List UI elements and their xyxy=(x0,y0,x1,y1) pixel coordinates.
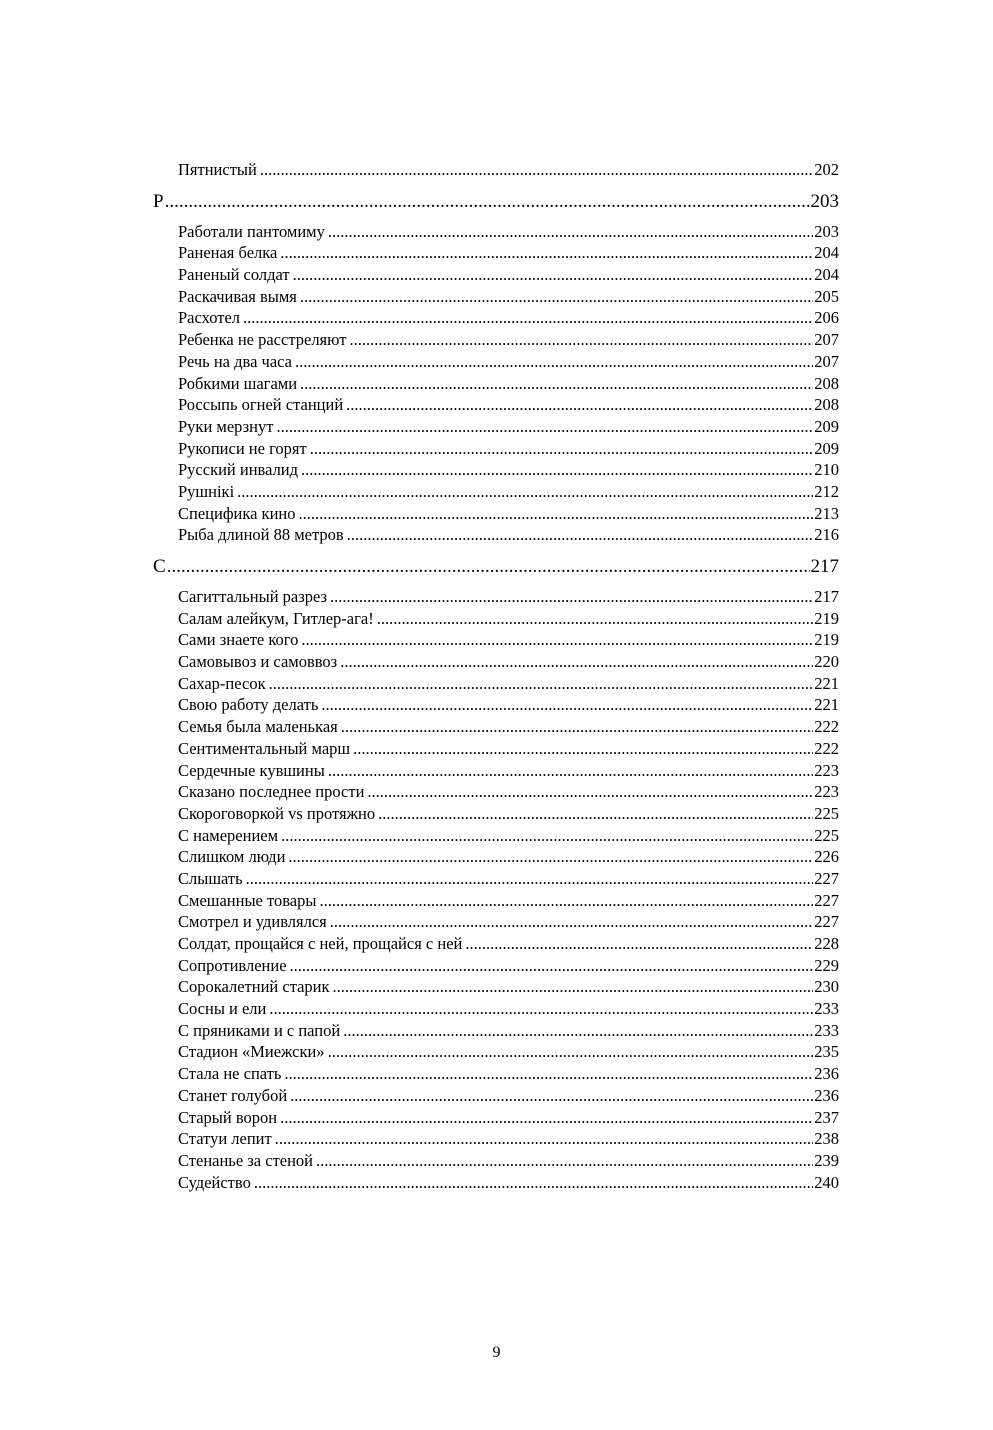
dot-leader xyxy=(275,1128,814,1150)
toc-entry-title: Слишком люди xyxy=(178,847,286,867)
toc-entry-title: Смотрел и удивлялся xyxy=(178,912,327,932)
lead-entries xyxy=(153,159,839,181)
toc-entry-page: 238 xyxy=(814,1129,839,1149)
toc-entry-title: Свою работу делать xyxy=(178,695,319,715)
dot-leader xyxy=(330,911,813,933)
dot-leader xyxy=(295,351,813,373)
dot-leader xyxy=(328,760,813,782)
dot-leader xyxy=(378,803,813,825)
toc-entry[interactable] xyxy=(153,221,839,243)
dot-leader xyxy=(343,1020,813,1042)
toc-entry[interactable] xyxy=(153,1020,839,1042)
toc-section-heading[interactable] xyxy=(153,554,839,580)
dot-leader xyxy=(321,694,813,716)
dot-leader xyxy=(301,629,813,651)
toc-entry[interactable] xyxy=(153,416,839,438)
toc-entry-title: Станет голубой xyxy=(178,1085,288,1105)
toc-entry-title: Россыпь огней станций xyxy=(178,395,344,415)
toc-entry-title: Русский инвалид xyxy=(178,460,299,480)
toc-section-heading-title: Р xyxy=(153,190,164,212)
toc-entry-page: 221 xyxy=(814,673,839,693)
toc-entry[interactable] xyxy=(153,586,839,608)
toc-entry[interactable] xyxy=(153,933,839,955)
toc-entry[interactable] xyxy=(153,329,839,351)
toc-sections xyxy=(153,189,839,1194)
toc-entry-page: 216 xyxy=(814,525,839,545)
toc-entry-title: Сахар-песок xyxy=(178,673,266,693)
toc-entry-page: 236 xyxy=(814,1085,839,1105)
dot-leader xyxy=(288,846,813,868)
dot-leader xyxy=(346,394,813,416)
toc-entry-title: Раненая белка xyxy=(178,243,278,263)
toc-entry-page: 221 xyxy=(814,695,839,715)
toc-entry[interactable] xyxy=(153,911,839,933)
toc-entry-title: Семья была маленькая xyxy=(178,717,338,737)
page-number: 9 xyxy=(492,1344,501,1361)
toc-section xyxy=(153,189,839,546)
toc-entry-page: 240 xyxy=(814,1172,839,1192)
dot-leader xyxy=(328,1041,814,1063)
toc-entry-page: 204 xyxy=(814,243,839,263)
toc-entry[interactable] xyxy=(153,1085,839,1107)
toc-entry-page: 235 xyxy=(814,1042,839,1062)
toc-entry-title: Сердечные кувшины xyxy=(178,760,325,780)
toc-entry-page: 203 xyxy=(814,221,839,241)
dot-leader xyxy=(316,1150,813,1172)
dot-leader xyxy=(243,307,813,329)
dot-leader xyxy=(237,481,813,503)
toc-entry[interactable] xyxy=(153,481,839,503)
dot-leader xyxy=(328,221,813,243)
toc-entry[interactable] xyxy=(153,1172,839,1194)
toc-entry[interactable] xyxy=(153,373,839,395)
dot-leader xyxy=(300,373,813,395)
dot-leader xyxy=(290,1085,813,1107)
toc-entry-page: 223 xyxy=(814,760,839,780)
toc-entry-page: 202 xyxy=(814,160,839,179)
toc-entry[interactable] xyxy=(153,955,839,977)
toc-entry-title: Сорокалетний старик xyxy=(178,977,330,997)
dot-leader xyxy=(367,781,813,803)
toc-entry-page: 228 xyxy=(814,934,839,953)
dot-leader xyxy=(290,955,814,977)
dot-leader xyxy=(347,524,814,546)
toc-entry-title: Смешанные товары xyxy=(178,890,317,910)
toc-entry-title: Слышать xyxy=(178,868,243,888)
toc-entry-page: 205 xyxy=(814,286,839,306)
dot-leader xyxy=(254,1172,813,1194)
toc-section-heading-page: 217 xyxy=(810,556,839,577)
toc-entry-title: Сагиттальный разрез xyxy=(178,587,328,606)
toc-entry-title: Скороговоркой vs протяжно xyxy=(178,803,376,823)
toc-entry-title: Стадион «Миежски» xyxy=(178,1042,325,1062)
toc-entry-page: 233 xyxy=(814,999,839,1019)
toc-entry-title: Сопротивление xyxy=(178,955,287,975)
toc-entry[interactable] xyxy=(153,608,839,630)
toc-entry[interactable] xyxy=(153,459,839,481)
toc-entry-title: С пряниками и с папой xyxy=(178,1020,341,1040)
toc-entry[interactable] xyxy=(153,716,839,738)
dot-leader xyxy=(349,329,813,351)
toc-entry[interactable] xyxy=(153,760,839,782)
toc-entry[interactable] xyxy=(153,890,839,912)
toc-entry-title: Рушнікі xyxy=(178,481,235,501)
toc-entry-page: 233 xyxy=(814,1020,839,1040)
toc-entry-title: Речь на два часа xyxy=(178,351,292,371)
dot-leader xyxy=(165,189,810,215)
dot-leader xyxy=(300,286,813,308)
toc-section-heading[interactable] xyxy=(153,189,839,215)
toc-entry[interactable] xyxy=(153,1128,839,1150)
toc-entry-title: Раскачивая вымя xyxy=(178,286,297,306)
toc-entry-page: 209 xyxy=(814,416,839,436)
toc-entry-title: Специфика кино xyxy=(178,503,296,523)
toc-entry-title: Сосны и ели xyxy=(178,999,267,1019)
dot-leader xyxy=(310,438,814,460)
toc-entry[interactable] xyxy=(153,1150,839,1172)
dot-leader xyxy=(280,242,813,264)
toc-entry-title: Судейство xyxy=(178,1172,251,1192)
toc-entry[interactable] xyxy=(153,846,839,868)
toc-entry-title: Стала не спать xyxy=(178,1064,282,1084)
toc-entry-title: Робкими шагами xyxy=(178,373,298,393)
toc-entry-page: 208 xyxy=(814,373,839,393)
toc-entry-page: 227 xyxy=(814,912,839,932)
toc-entry-title: Пятнистый xyxy=(178,160,257,179)
toc-entry-title: Сами знаете кого xyxy=(178,630,299,650)
toc-entry-title: Стенанье за стеной xyxy=(178,1150,314,1170)
toc-entry-title: Рыба длиной 88 метров xyxy=(178,525,344,545)
toc-entry[interactable] xyxy=(153,781,839,803)
toc-entry-page: 220 xyxy=(814,652,839,672)
dot-leader xyxy=(293,264,814,286)
toc-entry[interactable] xyxy=(153,307,839,329)
toc-entry[interactable] xyxy=(153,394,839,416)
dot-leader xyxy=(260,159,813,181)
toc-entry[interactable] xyxy=(153,351,839,373)
toc-entry-page: 229 xyxy=(814,955,839,975)
toc-entry[interactable] xyxy=(153,242,839,264)
toc-entry[interactable] xyxy=(153,738,839,760)
toc-entry[interactable] xyxy=(153,998,839,1020)
toc-entry-title: Расхотел xyxy=(178,308,241,328)
toc-entry-page: 223 xyxy=(814,782,839,802)
toc-entry[interactable] xyxy=(153,673,839,695)
toc-entry[interactable] xyxy=(153,286,839,308)
dot-leader xyxy=(319,890,813,912)
dot-leader xyxy=(284,1063,813,1085)
dot-leader xyxy=(269,673,814,695)
toc-entry[interactable] xyxy=(153,803,839,825)
toc-entry-title: Сказано последнее прости xyxy=(178,782,365,802)
toc-entry-title: С намерением xyxy=(178,825,279,845)
toc-entry[interactable] xyxy=(153,694,839,716)
toc-entry-page: 208 xyxy=(814,395,839,415)
toc-entry-page: 237 xyxy=(814,1107,839,1127)
dot-leader xyxy=(269,998,813,1020)
toc-entry-page: 207 xyxy=(814,351,839,371)
toc-entry-page: 217 xyxy=(814,587,839,606)
dot-leader xyxy=(281,825,813,847)
toc-entry-title: Рукописи не горят xyxy=(178,438,307,458)
dot-leader xyxy=(246,868,814,890)
toc-entry-title: Работали пантомиму xyxy=(178,221,325,241)
toc-entry-page: 236 xyxy=(814,1064,839,1084)
toc-entry[interactable] xyxy=(153,629,839,651)
dot-leader xyxy=(333,976,814,998)
toc-section-heading-page: 203 xyxy=(810,190,839,212)
dot-leader xyxy=(353,738,813,760)
toc-entry-page: 219 xyxy=(814,630,839,650)
toc-entry-page: 209 xyxy=(814,438,839,458)
toc-entry-page: 213 xyxy=(814,503,839,523)
dot-leader xyxy=(276,416,813,438)
toc-entry-page: 222 xyxy=(814,738,839,758)
toc-entry-title: Старый ворон xyxy=(178,1107,278,1127)
toc-entry[interactable] xyxy=(153,868,839,890)
toc-entry-page: 222 xyxy=(814,717,839,737)
dot-leader xyxy=(301,459,813,481)
toc-entry-page: 227 xyxy=(814,890,839,910)
toc-entry-page: 226 xyxy=(814,847,839,867)
toc-entry-page: 225 xyxy=(814,825,839,845)
dot-leader xyxy=(280,1107,813,1129)
toc-entry-page: 219 xyxy=(814,608,839,628)
toc-entry-title: Руки мерзнут xyxy=(178,416,274,436)
toc-entry-title: Ребенка не расстреляют xyxy=(178,330,347,350)
toc-entry-page: 210 xyxy=(814,460,839,480)
toc-entry[interactable] xyxy=(153,524,839,546)
toc-entry-title: Салам алейкум, Гитлер-ага! xyxy=(178,608,374,628)
toc-section xyxy=(153,554,839,1193)
toc-entry-title: Раненый солдат xyxy=(178,265,290,285)
table-of-contents xyxy=(153,159,839,1193)
toc-entry-title: Статуи лепит xyxy=(178,1129,272,1149)
toc-entry[interactable] xyxy=(153,825,839,847)
toc-entry-page: 207 xyxy=(814,330,839,350)
dot-leader xyxy=(298,503,813,525)
toc-entry-page: 204 xyxy=(814,265,839,285)
toc-entry-page: 227 xyxy=(814,868,839,888)
toc-entry-title: Сентиментальный марш xyxy=(178,738,351,758)
toc-entry[interactable] xyxy=(153,503,839,525)
dot-leader xyxy=(167,554,810,580)
dot-leader xyxy=(340,651,813,673)
toc-entry[interactable] xyxy=(153,1107,839,1129)
toc-entry-page: 212 xyxy=(814,481,839,501)
toc-entry-title: Солдат, прощайся с ней, прощайся с ней xyxy=(178,934,463,953)
toc-entry[interactable] xyxy=(153,976,839,998)
toc-entry[interactable] xyxy=(153,651,839,673)
toc-entry-page: 230 xyxy=(814,977,839,997)
toc-entry[interactable] xyxy=(153,159,839,181)
dot-leader xyxy=(465,933,813,955)
toc-entry-title: Самовывоз и самоввоз xyxy=(178,652,338,672)
toc-entry-page: 239 xyxy=(814,1150,839,1170)
dot-leader xyxy=(330,586,813,608)
toc-entry-page: 225 xyxy=(814,803,839,823)
dot-leader xyxy=(341,716,813,738)
toc-section-heading-title: С xyxy=(153,556,166,577)
toc-entry[interactable] xyxy=(153,1063,839,1085)
toc-entry[interactable] xyxy=(153,1041,839,1063)
toc-entry[interactable] xyxy=(153,264,839,286)
toc-entry-page: 206 xyxy=(814,308,839,328)
toc-entry[interactable] xyxy=(153,438,839,460)
dot-leader xyxy=(377,608,814,630)
